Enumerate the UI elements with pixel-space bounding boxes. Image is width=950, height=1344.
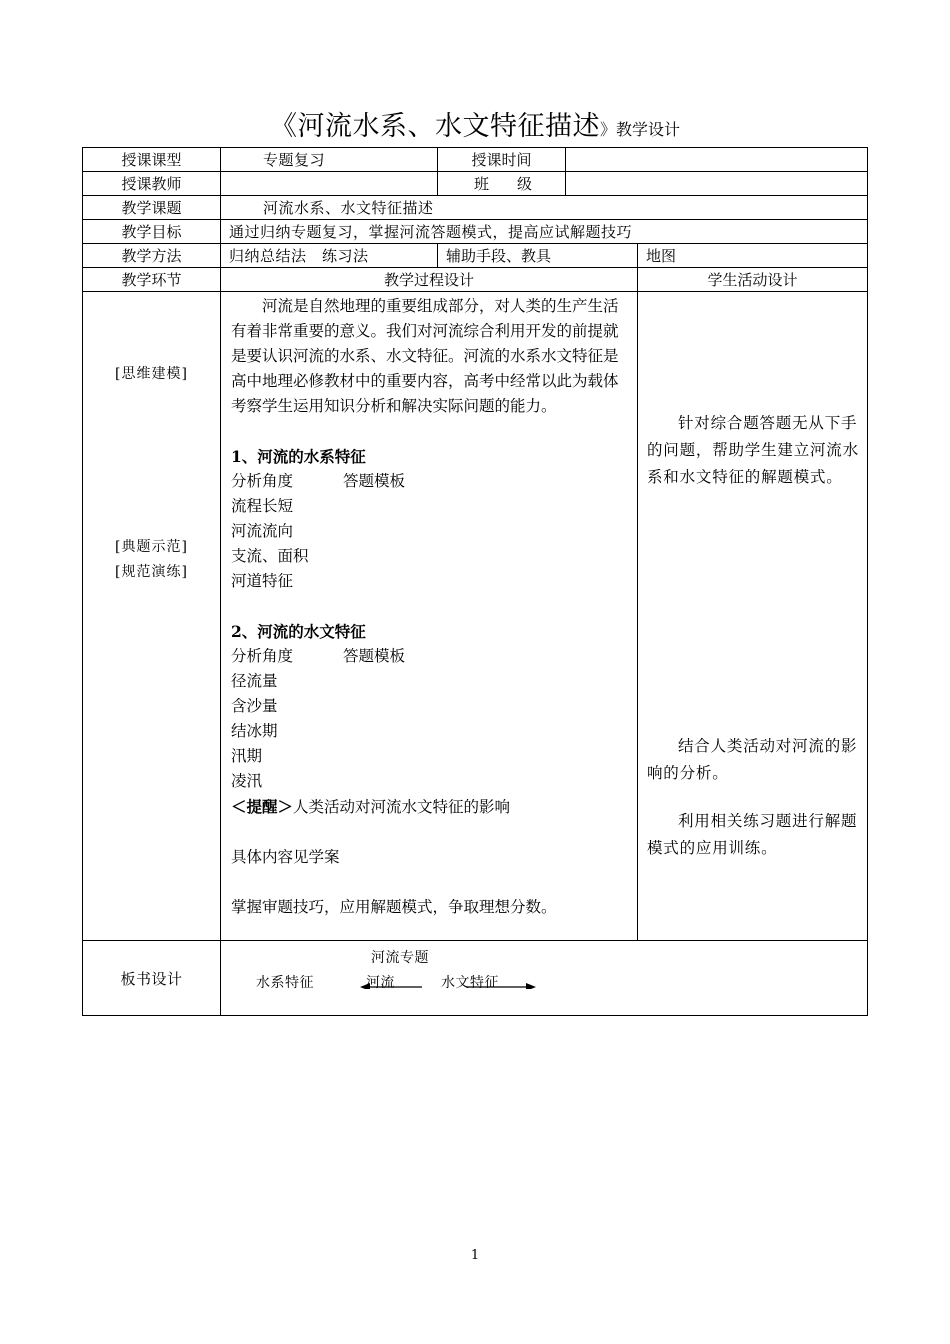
time-value	[566, 148, 868, 172]
aids-label: 辅助手段、教具	[438, 244, 638, 268]
teacher-label: 授课教师	[83, 172, 221, 196]
section2-col1: 分析角度	[231, 647, 294, 665]
page-title	[0, 104, 950, 143]
board-center: 河流	[366, 975, 395, 991]
row-method	[83, 244, 868, 268]
section1-columns	[231, 469, 629, 494]
student-cell	[638, 292, 868, 941]
time-label: 授课时间	[438, 148, 566, 172]
stage-cell	[83, 292, 221, 941]
section2-item: 结冰期	[231, 722, 278, 740]
process-intro: 河流是自然地理的重要组成部分，对人类的生产生活有着非常重要的意义。我们对河流综合利用开发的前提就是要认识河流的水系、水文特征。河流的水系水文特征是高中地理必修教材中的重要内容，高考中经常以此为载体考察学生运用知识分析和解决实际问题的能力。	[231, 297, 619, 415]
section1-col2: 答题模板	[343, 472, 406, 490]
row-board	[83, 941, 868, 1016]
board-right: 水文特征	[441, 975, 499, 991]
teacher-value	[221, 172, 438, 196]
class-label: 班级	[438, 172, 566, 196]
section2-col2: 答题模板	[343, 647, 406, 665]
section2-title: 2、河流的水文特征	[231, 622, 366, 641]
row-headers	[83, 268, 868, 292]
topic-label: 教学课题	[83, 196, 221, 220]
page-number: 1	[470, 1248, 480, 1263]
section1-col1: 分析角度	[231, 472, 294, 490]
reminder-prefix: ＜提醒＞	[231, 797, 294, 816]
section2-item: 径流量	[231, 672, 278, 690]
section1-item: 支流、面积	[231, 547, 309, 565]
reminder-text: 人类活动对河流水文特征的影响	[293, 798, 511, 816]
closing-note: 掌握审题技巧，应用解题模式，争取理想分数。	[231, 898, 557, 916]
see-plan-note: 具体内容见学案	[231, 848, 340, 866]
title-main: 《河流水系、水文特征描述	[269, 111, 600, 142]
section2-columns	[231, 644, 629, 669]
board-left: 水系特征	[256, 975, 314, 991]
lesson-plan-table	[82, 147, 868, 1016]
goal-value: 通过归纳专题复习，掌握河流答题模式，提高应试解题技巧	[221, 220, 868, 244]
section2-item: 凌汛	[231, 772, 263, 790]
stage-header: 教学环节	[83, 268, 221, 292]
method-value: 归纳总结法 练习法	[221, 244, 438, 268]
row-course-type	[83, 148, 868, 172]
process-cell	[221, 292, 638, 941]
row-teacher	[83, 172, 868, 196]
section1-item: 流程长短	[231, 497, 294, 515]
course-type-value: 专题复习	[221, 148, 438, 172]
board-title: 河流专题	[371, 950, 429, 966]
student-header: 学生活动设计	[638, 268, 868, 292]
stage-practice: [规范演练]	[115, 564, 188, 580]
aids-value: 地图	[638, 244, 868, 268]
board-label: 板书设计	[83, 941, 221, 1016]
course-type-label: 授课课型	[83, 148, 221, 172]
goal-label: 教学目标	[83, 220, 221, 244]
row-process	[83, 292, 868, 941]
section1-title: 1、河流的水系特征	[231, 447, 366, 466]
stage-mind-model: [思维建模]	[115, 366, 188, 382]
student-note-3: 利用相关练习题进行解题模式的应用训练。	[647, 812, 858, 857]
process-header: 教学过程设计	[221, 268, 638, 292]
student-note-2: 结合人类活动对河流的影响的分析。	[647, 737, 858, 782]
title-suffix: 》教学设计	[599, 120, 680, 139]
topic-value: 河流水系、水文特征描述	[221, 196, 868, 220]
class-value	[566, 172, 868, 196]
process-body	[221, 292, 637, 920]
section2-item: 含沙量	[231, 697, 278, 715]
row-topic	[83, 196, 868, 220]
section1-item: 河道特征	[231, 572, 294, 590]
method-label: 教学方法	[83, 244, 221, 268]
student-note-1: 针对综合题答题无从下手的问题，帮助学生建立河流水系和水文特征的解题模式。	[647, 414, 859, 486]
section1-item: 河流流向	[231, 522, 294, 540]
stage-example: [典题示范]	[115, 539, 188, 555]
section2-item: 汛期	[231, 747, 263, 765]
row-goal	[83, 220, 868, 244]
reminder	[231, 794, 629, 820]
board-cell	[221, 941, 868, 1016]
